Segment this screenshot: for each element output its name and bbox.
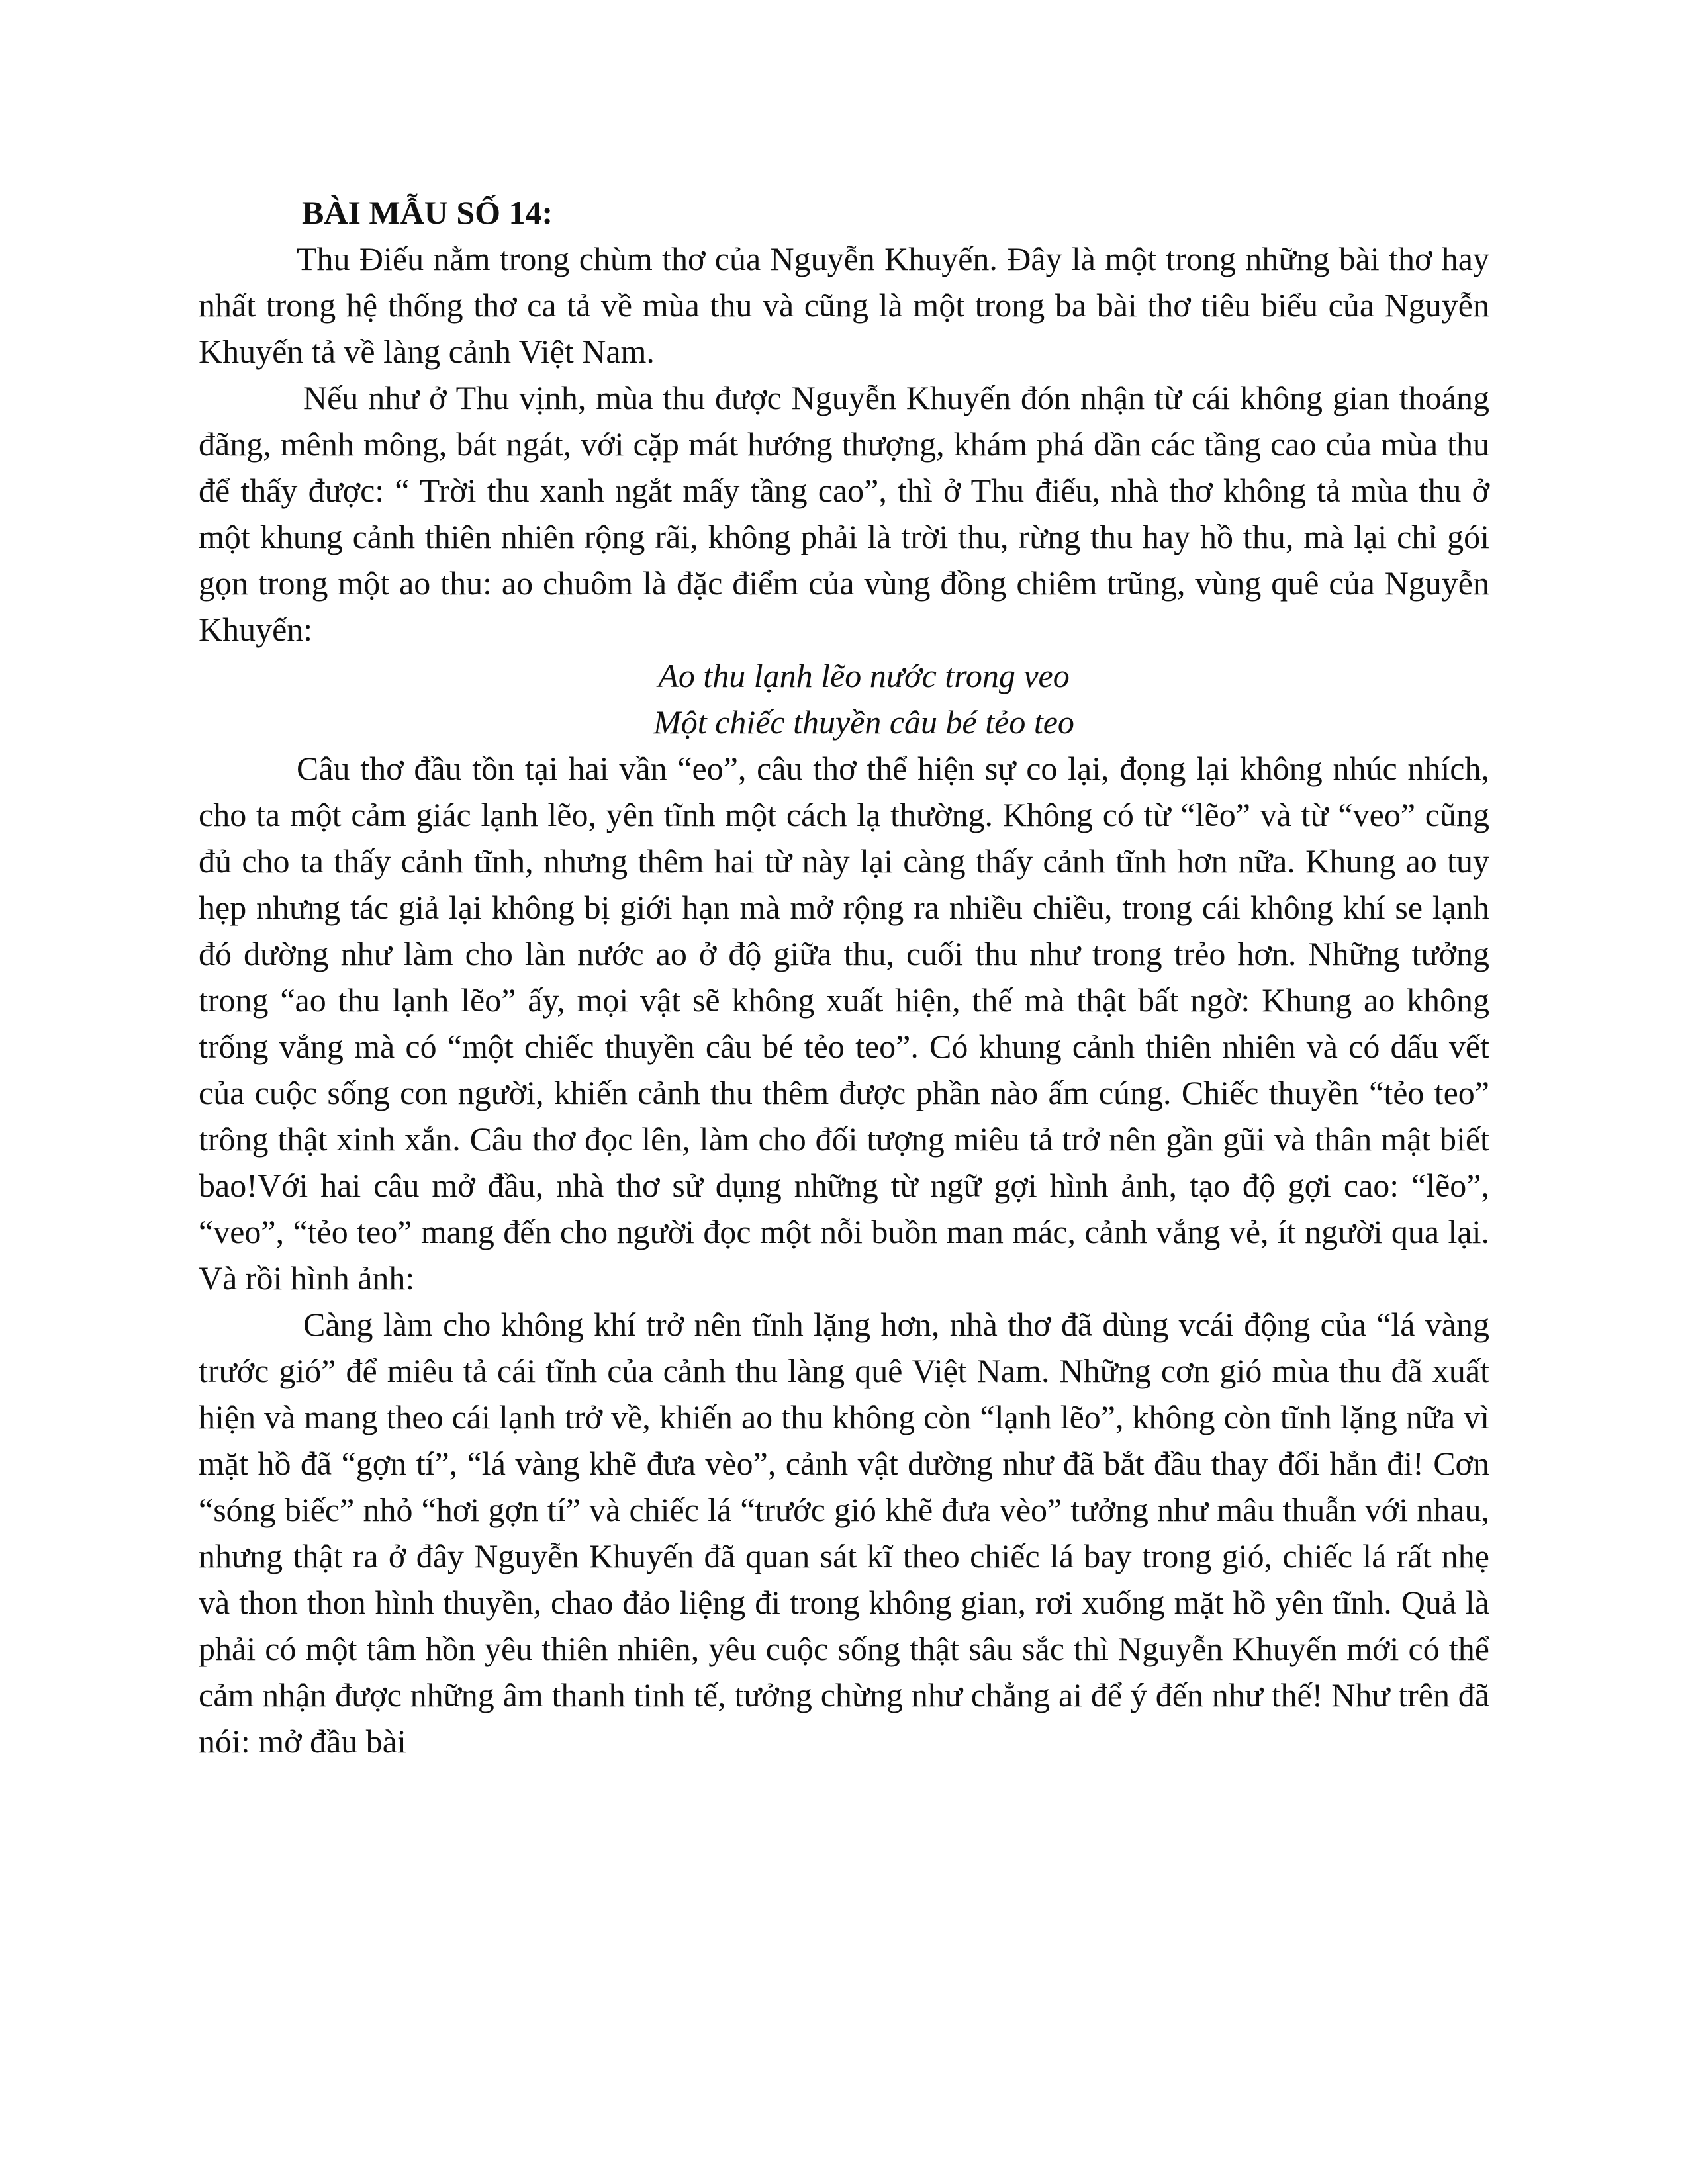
document-page: [199, 189, 1489, 1764]
poem-excerpt: [199, 653, 1489, 745]
poem-line: Một chiếc thuyền câu bé tẻo teo: [653, 704, 1074, 741]
poem-line: Ao thu lạnh lẽo nước trong veo: [658, 657, 1070, 694]
paragraph-analysis-first-couplet: Câu thơ đầu tồn tại hai vần “eo”, câu thơ thể hiện sự co lại, đọng lại không nhúc nhích, cho ta một cảm giác lạnh lẽo, yên tĩnh một cách lạ thường. Không có từ “lẽo” và từ “veo” cũng đủ cho ta thấy cảnh tĩnh, nhưng thêm hai từ này lại càng thấy cảnh tĩnh hơn nữa. Khung ao tuy hẹp nhưng tác giả lại không bị giới hạn mà mở rộng ra nhiều chiều, trong cái không khí se lạnh đó dường như làm cho làn nước ao ở độ giữa thu, cuối thu như trong trẻo hơn. Những tưởng trong “ao thu lạnh lẽo” ấy, mọi vật sẽ không xuất hiện, thế mà thật bất ngờ: Khung ao không trống vắng mà có “một chiếc thuyền câu bé tẻo teo”. Có khung cảnh thiên nhiên và có dấu vết của cuộc sống con người, khiến cảnh thu thêm được phần nào ấm cúng. Chiếc thuyền “tẻo teo” trông thật xinh xắn. Câu thơ đọc lên, làm cho đối tượng miêu tả trở nên gần gũi và thân mật biết bao!Với hai câu mở đầu, nhà thơ sử dụng những từ ngữ gợi hình ảnh, tạo độ gợi cao: “lẽo”, “veo”, “tẻo teo” mang đến cho người đọc một nỗi buồn man mác, cảnh vắng vẻ, ít người qua lại. Và rồi hình ảnh:: [199, 750, 1489, 1297]
paragraph-analysis-wind-leaves: Càng làm cho không khí trở nên tĩnh lặng hơn, nhà thơ đã dùng vcái động của “lá vàng trước gió” để miêu tả cái tĩnh của cảnh thu làng quê Việt Nam. Những cơn gió mùa thu đã xuất hiện và mang theo cái lạnh trở về, khiến ao thu không còn “lạnh lẽo”, không còn tĩnh lặng nữa vì mặt hồ đã “gợn tí”, “lá vàng khẽ đưa vèo”, cảnh vật dường như đã bắt đầu thay đổi hẳn đi! Cơn “sóng biếc” nhỏ “hơi gợn tí” và chiếc lá “trước gió khẽ đưa vèo” tưởng như mâu thuẫn với nhau, nhưng thật ra ở đây Nguyễn Khuyến đã quan sát kĩ theo chiếc lá bay trong gió, chiếc lá rất nhẹ và thon thon hình thuyền, chao đảo liệng đi trong không gian, rơi xuống mặt hồ yên tĩnh. Quả là phải có một tâm hồn yêu thiên nhiên, yêu cuộc sống thật sâu sắc thì Nguyễn Khuyến mới có thể cảm nhận được những âm thanh tinh tế, tưởng chừng như chẳng ai để ý đến như thế! Như trên đã nói: mở đầu bài: [199, 1306, 1489, 1760]
paragraph-intro: Thu Điếu nằm trong chùm thơ của Nguyễn Khuyến. Đây là một trong những bài thơ hay nhất trong hệ thống thơ ca tả về mùa thu và cũng là một trong ba bài thơ tiêu biểu của Nguyễn Khuyến tả về làng cảnh Việt Nam.: [199, 240, 1489, 370]
paragraph-thu-vinh-comparison: Nếu như ở Thu vịnh, mùa thu được Nguyễn Khuyến đón nhận từ cái không gian thoáng đãng, mênh mông, bát ngát, với cặp mát hướng thượng, khám phá dần các tầng cao của mùa thu để thấy được: “ Trời thu xanh ngắt mấy tầng cao”, thì ở Thu điếu, nhà thơ không tả mùa thu ở một khung cảnh thiên nhiên rộng rãi, không phải là trời thu, rừng thu hay hồ thu, mà lại chỉ gói gọn trong một ao thu: ao chuôm là đặc điểm của vùng đồng chiêm trũng, vùng quê của Nguyễn Khuyến:: [199, 379, 1489, 648]
section-heading: BÀI MẪU SỐ 14:: [302, 194, 553, 231]
